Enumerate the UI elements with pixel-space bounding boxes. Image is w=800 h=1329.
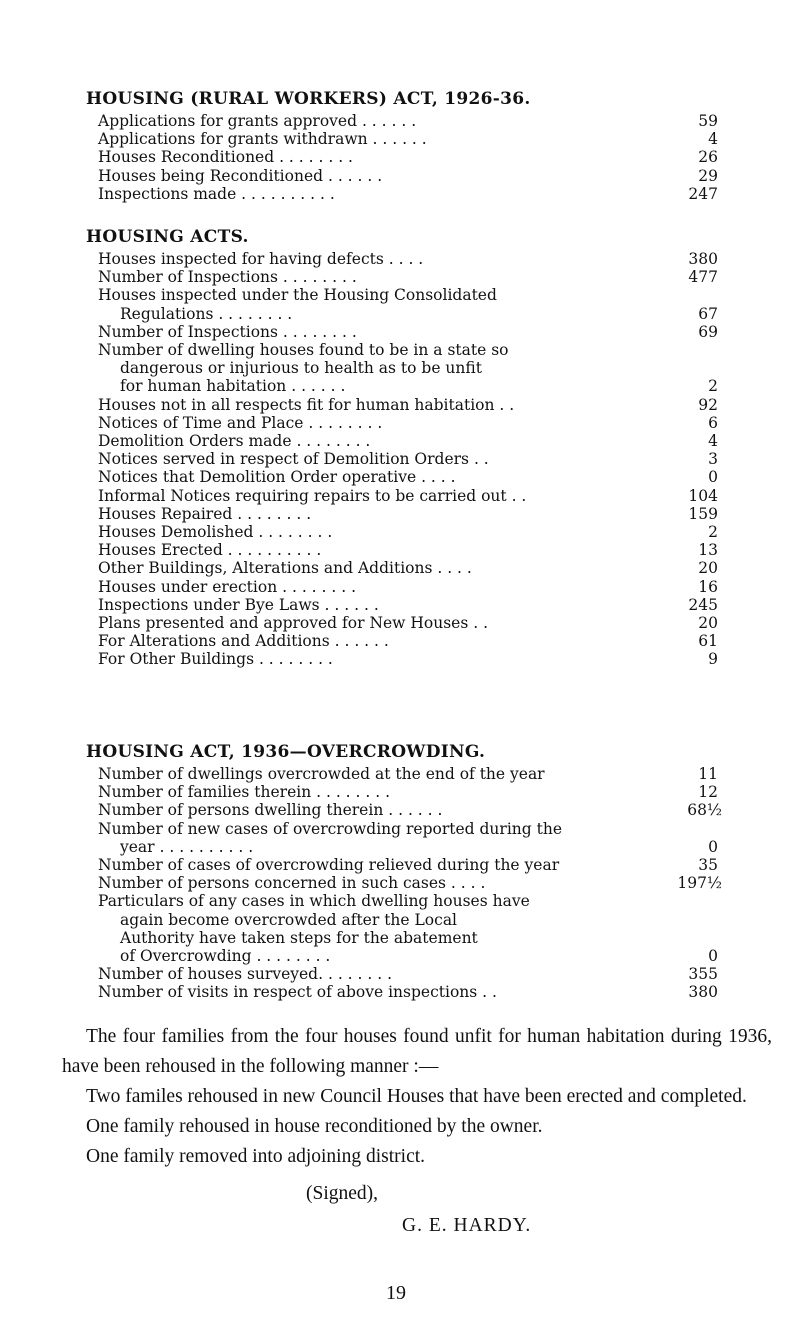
- row-value: 13: [698, 541, 718, 560]
- row-value: 68½: [687, 801, 722, 820]
- row-value: 380: [688, 250, 718, 268]
- rehousing-list: [86, 1082, 772, 1172]
- housing-acts-table: [98, 250, 718, 669]
- row-value: 59: [698, 112, 718, 130]
- row-value: 355: [688, 965, 718, 984]
- table-row: Houses Erected . . . . . . . . . . 13: [98, 541, 718, 560]
- row-value: 6: [708, 413, 718, 432]
- row-value: 20: [698, 614, 718, 633]
- row-value: 12: [698, 783, 718, 802]
- list-item: One family rehoused in house reconditioned by the owner.: [86, 1116, 543, 1137]
- row-value: 477: [688, 268, 718, 287]
- row-value: 11: [698, 765, 718, 783]
- table-row: Number of persons dwelling therein . . . . . . 68½: [98, 801, 722, 820]
- housing-acts-heading: HOUSING ACTS.: [86, 227, 249, 247]
- row-value: 0: [708, 837, 718, 856]
- row-value: 0: [708, 468, 718, 487]
- row-value: 104: [688, 486, 718, 505]
- table-row: Number of families therein . . . . . . . . 12: [98, 783, 718, 802]
- table-row: Number of houses surveyed. . . . . . . . 355: [98, 965, 718, 984]
- table-row: Inspections made . . . . . . . . . . 247: [98, 184, 718, 203]
- housing-acts-section: [86, 226, 718, 669]
- row-value: 197½: [677, 874, 722, 893]
- table-row: Houses Reconditioned . . . . . . . . 26: [98, 148, 718, 167]
- list-item: Two familes rehoused in new Council Houses that have been erected and completed.: [86, 1086, 747, 1107]
- table-row: Applications for grants withdrawn . . . . . . 4: [98, 130, 718, 149]
- table-row: Applications for grants approved . . . . . . 59: [98, 112, 718, 130]
- table-row: Notices served in respect of Demolition Orders . . 3: [98, 450, 718, 469]
- list-item: One family removed into adjoining district.: [86, 1146, 426, 1167]
- row-value: 2: [708, 377, 718, 396]
- row-value: 0: [708, 947, 718, 966]
- row-value: 69: [698, 322, 718, 341]
- row-value: 247: [688, 184, 718, 203]
- row-value: 3: [708, 450, 718, 469]
- table-row: Number of Inspections . . . . . . . . 477: [98, 268, 718, 287]
- row-value: 92: [698, 395, 718, 414]
- row-value: 35: [698, 856, 718, 875]
- rehousing-narrative: [62, 1022, 772, 1172]
- table-row: Other Buildings, Alterations and Additions . . . . 20: [98, 559, 718, 578]
- table-row: Number of cases of overcrowding relieved during the year 35: [98, 856, 718, 875]
- overcrowding-heading: HOUSING ACT, 1936—OVERCROWDING.: [86, 742, 486, 762]
- table-row: For Alterations and Additions . . . . . . 61: [98, 632, 718, 651]
- table-row: Houses Demolished . . . . . . . . 2: [98, 523, 718, 542]
- table-row: Plans presented and approved for New Houses . . 20: [98, 614, 718, 633]
- table-row: Inspections under Bye Laws . . . . . . 245: [98, 595, 718, 614]
- row-value: 4: [708, 432, 718, 451]
- table-row: Notices that Demolition Order operative . . . . 0: [98, 468, 718, 487]
- table-row: Houses under erection . . . . . . . . 16: [98, 577, 718, 596]
- page-number: 19: [386, 1282, 406, 1304]
- row-value: 29: [698, 166, 718, 185]
- table-row: For Other Buildings . . . . . . . . 9: [98, 650, 718, 669]
- table-row: Particulars of any cases in which dwelling houses have again become overcrowded after the Local Authority have taken steps for the abatement of Overcrowding . . . . . . . . 0: [98, 892, 718, 966]
- row-value: 380: [688, 983, 718, 1002]
- table-row: Number of new cases of overcrowding reported during the year . . . . . . . . . . 0: [98, 819, 718, 856]
- row-value: 4: [708, 130, 718, 149]
- overcrowding-section: [86, 741, 722, 1002]
- rural-workers-section: [86, 88, 718, 203]
- table-row: Houses not in all respects fit for human habitation . . 92: [98, 395, 718, 414]
- table-row: Houses inspected under the Housing Consolidated Regulations . . . . . . . . 67: [98, 286, 718, 323]
- row-value: 61: [698, 632, 718, 651]
- row-value: 26: [698, 148, 718, 167]
- row-value: 2: [708, 523, 718, 542]
- signatory-name: G. E. HARDY.: [402, 1215, 532, 1236]
- narrative-intro: The four families from the four houses found unfit for human habitation during 1936, have been rehoused in the following manner :—: [62, 1026, 772, 1077]
- row-value: 67: [698, 304, 718, 323]
- rural-workers-heading: HOUSING (RURAL WORKERS) ACT, 1926-36.: [86, 89, 531, 109]
- table-row: Number of visits in respect of above inspections . . 380: [98, 983, 718, 1002]
- overcrowding-table: [98, 765, 722, 1002]
- rural-workers-table: [98, 112, 718, 203]
- table-row: Number of Inspections . . . . . . . . 69: [98, 322, 718, 341]
- table-row: Informal Notices requiring repairs to be carried out . . 104: [98, 486, 718, 505]
- row-value: 245: [688, 595, 718, 614]
- row-value: 9: [708, 650, 718, 669]
- row-value: 20: [698, 559, 718, 578]
- table-row: Number of persons concerned in such cases . . . . 197½: [98, 874, 722, 893]
- row-value: 16: [698, 577, 718, 596]
- table-row: Number of dwelling houses found to be in a state so dangerous or injurious to health as to be unfit for human habitation . . . . . . 2: [98, 341, 718, 396]
- table-row: Houses being Reconditioned . . . . . . 29: [98, 166, 718, 185]
- table-row: Notices of Time and Place . . . . . . . . 6: [98, 413, 718, 432]
- table-row: Houses Repaired . . . . . . . . 159: [98, 504, 718, 523]
- table-row: Number of dwellings overcrowded at the end of the year 11: [98, 765, 718, 783]
- table-row: Demolition Orders made . . . . . . . . 4: [98, 432, 718, 451]
- row-value: 159: [688, 504, 718, 523]
- signed-label: (Signed),: [306, 1183, 379, 1204]
- table-row: Houses inspected for having defects . . . . 380: [98, 250, 718, 268]
